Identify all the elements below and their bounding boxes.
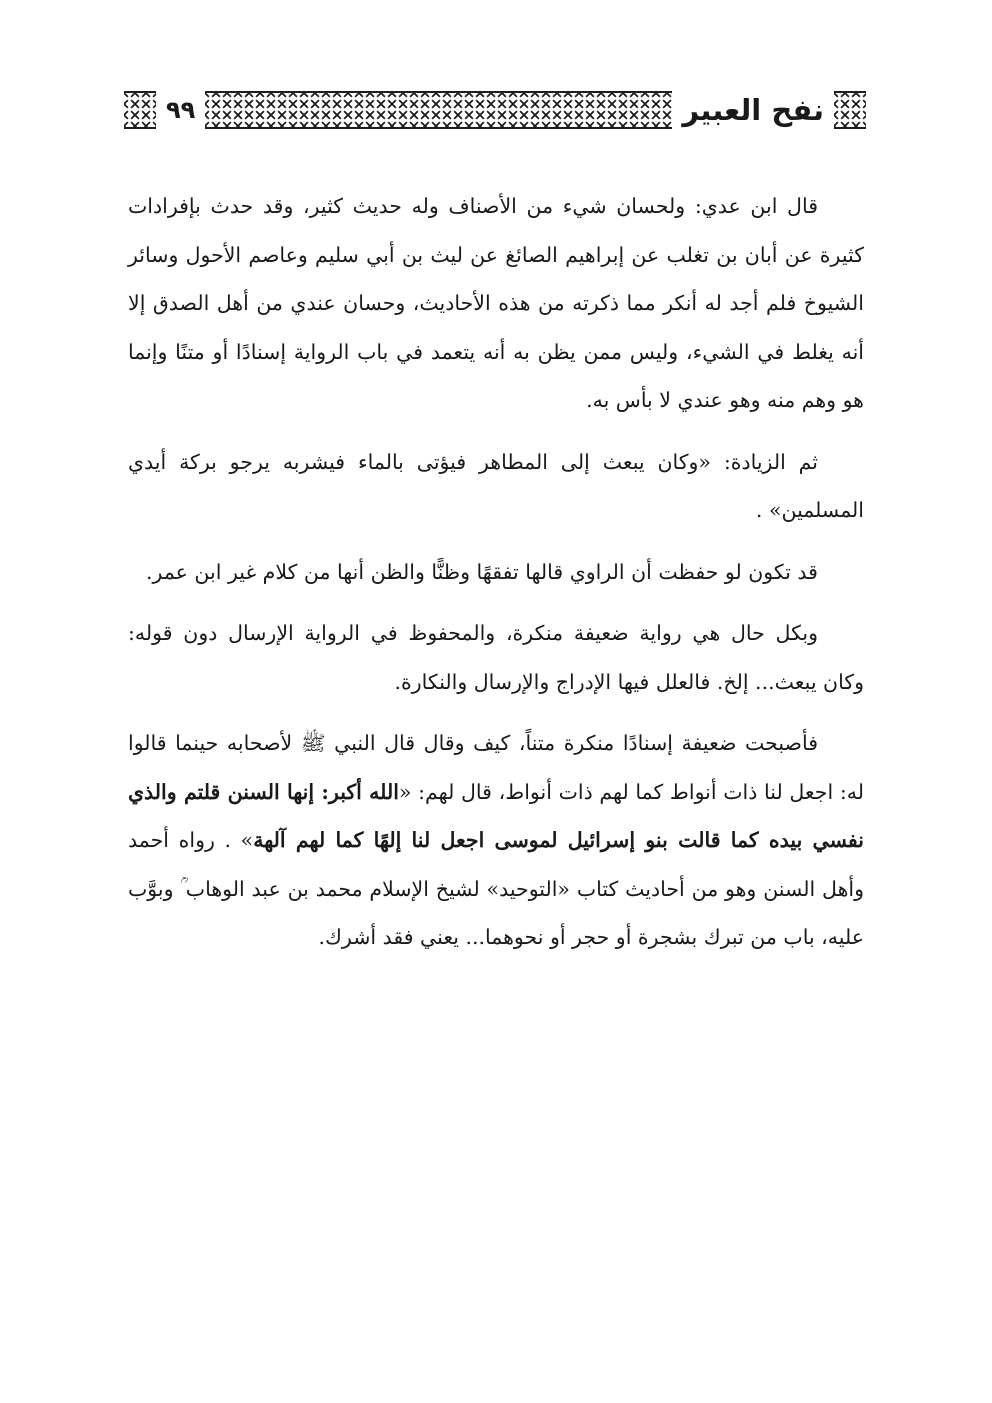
paragraph-3: قد تكون لو حفظت أن الراوي قالها تفقهًا وظنًّا والظن أنها من كلام غير ابن عمر. — [146, 559, 818, 584]
ornament-left — [124, 91, 156, 129]
paragraph-5-text-end: » . رواه أحمد وأهل السنن وهو من أحاديث كتاب «التوحيد» لشيخ الإسلام محمد بن عبد الوهاب ؒ وبوَّب عليه، باب من تبرك بشجرة أو حجر أو نحوهما... يعني فقد أشرك. — [128, 828, 864, 949]
page-body — [128, 182, 864, 975]
ornament-middle — [205, 91, 672, 129]
page-header — [124, 86, 866, 134]
page-number: ٩٩ — [166, 96, 196, 124]
paragraph-5-text-start: فأصبحت ضعيفة إسنادًا منكرة متناً، كيف وقال قال النبي ﷺ لأصحابه حينما قالوا له: اجعل لنا ذات أنواط كما لهم ذات أنواط، قال لهم: « — [128, 731, 864, 804]
paragraph-1: قال ابن عدي: ولحسان شيء من الأصناف وله حديث كثير، وقد حدث بإفرادات كثيرة عن أبان بن تغلب عن إبراهيم الصائغ عن ليث بن أبي سليم وعاصم الأحول وسائر الشيوخ فلم أجد له أنكر مما ذكرته من هذه الأحاديث، وحسان عندي من أهل الصدق إلا أنه يغلط في الشيء، وليس ممن يظن به أنه يتعمد في باب الرواية إسنادًا أو متنًا وإنما هو وهم منه وهو عندي لا بأس به. — [128, 194, 864, 412]
ornament-right — [834, 91, 866, 129]
hadith-quote-bold: الله أكبر: إنها السنن قلتم والذي نفسي بيده كما قالت بنو إسرائيل لموسى اجعل لنا إلهًا كما لهم آلهة — [128, 779, 865, 852]
book-title: نفح العبير — [682, 92, 824, 127]
paragraph-4: وبكل حال هي رواية ضعيفة منكرة، والمحفوظ في الرواية الإرسال دون قوله: وكان يبعث... إلخ. فالعلل فيها الإدراج والإرسال والنكارة. — [128, 621, 864, 694]
paragraph-2: ثم الزيادة: «وكان يبعث إلى المطاهر فيؤتى بالماء فيشربه يرجو بركة أيدي المسلمين» . — [128, 449, 864, 522]
paragraph-5 — [128, 719, 864, 962]
